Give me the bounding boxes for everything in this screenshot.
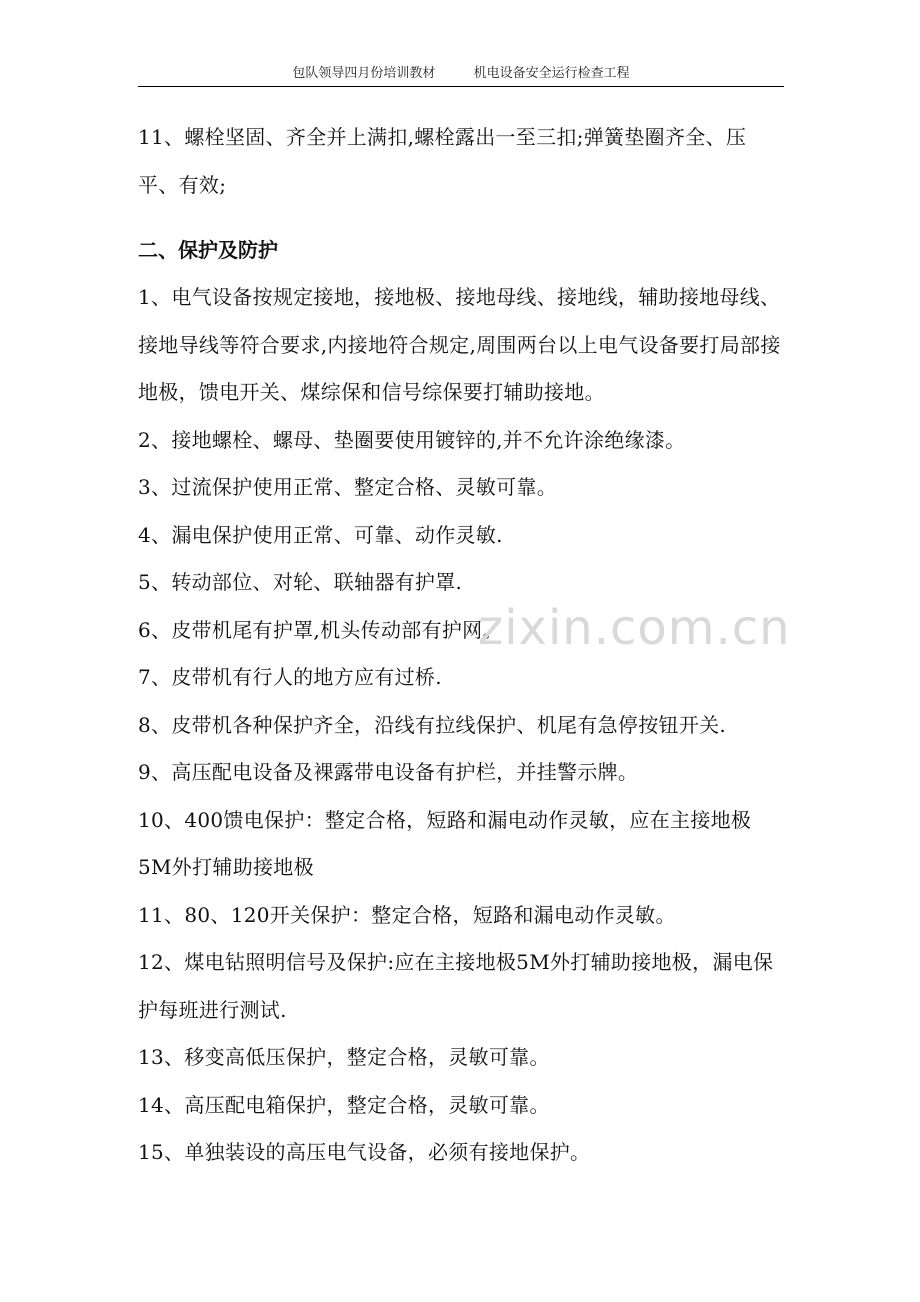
list-item-8: 8、皮带机各种保护齐全，沿线有拉线保护、机尾有急停按钮开关. [138, 712, 727, 737]
watermark: zixin.com.cn [478, 600, 791, 656]
list-item-10: 10、400馈电保护：整定合格，短路和漏电动作灵敏，应在主接地极5M外打辅助接地极 [138, 807, 752, 879]
list-item-3: 3、过流保护使用正常、整定合格、灵敏可靠。 [138, 475, 558, 499]
header-left-text: 包队领导四月份培训教材 [292, 66, 436, 81]
list-item-2: 2、接地螺栓、螺母、垫圈要使用镀锌的,并不允许涂绝缘漆。 [138, 427, 686, 452]
header-rule [138, 86, 784, 87]
list-item-11: 11、80、120开关保护：整定合格，短路和漏电动作灵敏。 [138, 902, 676, 927]
list-item-6: 6、皮带机尾有护罩,机头传动部有护网。 [138, 617, 503, 642]
page-header [138, 62, 784, 86]
list-item-12: 12、煤电钻照明信号及保护:应在主接地极5M外打辅助接地极，漏电保护每班进行测试. [138, 950, 774, 1022]
header-right-text: 机电设备安全运行检查工程 [473, 66, 630, 81]
list-item-14: 14、高压配电箱保护，整定合格，灵敏可靠。 [138, 1092, 550, 1117]
list-item-15: 15、单独装设的高压电气设备，必须有接地保护。 [138, 1140, 591, 1164]
section-title: 二、保护及防护 [138, 238, 278, 262]
list-item-13: 13、移变高低压保护，整定合格，灵敏可靠。 [138, 1045, 550, 1069]
list-item-5: 5、转动部位、对轮、联轴器有护罩. [138, 570, 463, 594]
list-item-9: 9、高压配电设备及裸露带电设备有护栏，并挂警示牌。 [138, 760, 639, 784]
list-item-1: 1、电气设备按规定接地，接地极、接地母线、接地线，辅助接地母线、接地导线等符合要求,内接地符合规定,周围两台以上电气设备要打局部接地极，馈电开关、煤综保和信号综保要打辅助接地。 [138, 285, 781, 404]
intro-item: 11、螺栓坚固、齐全并上满扣,螺栓露出一至三扣;弹簧垫圈齐全、压平、有效; [138, 125, 747, 197]
list-item-4: 4、漏电保护使用正常、可靠、动作灵敏. [138, 522, 503, 547]
list-item-7: 7、皮带机有行人的地方应有过桥. [138, 665, 442, 689]
